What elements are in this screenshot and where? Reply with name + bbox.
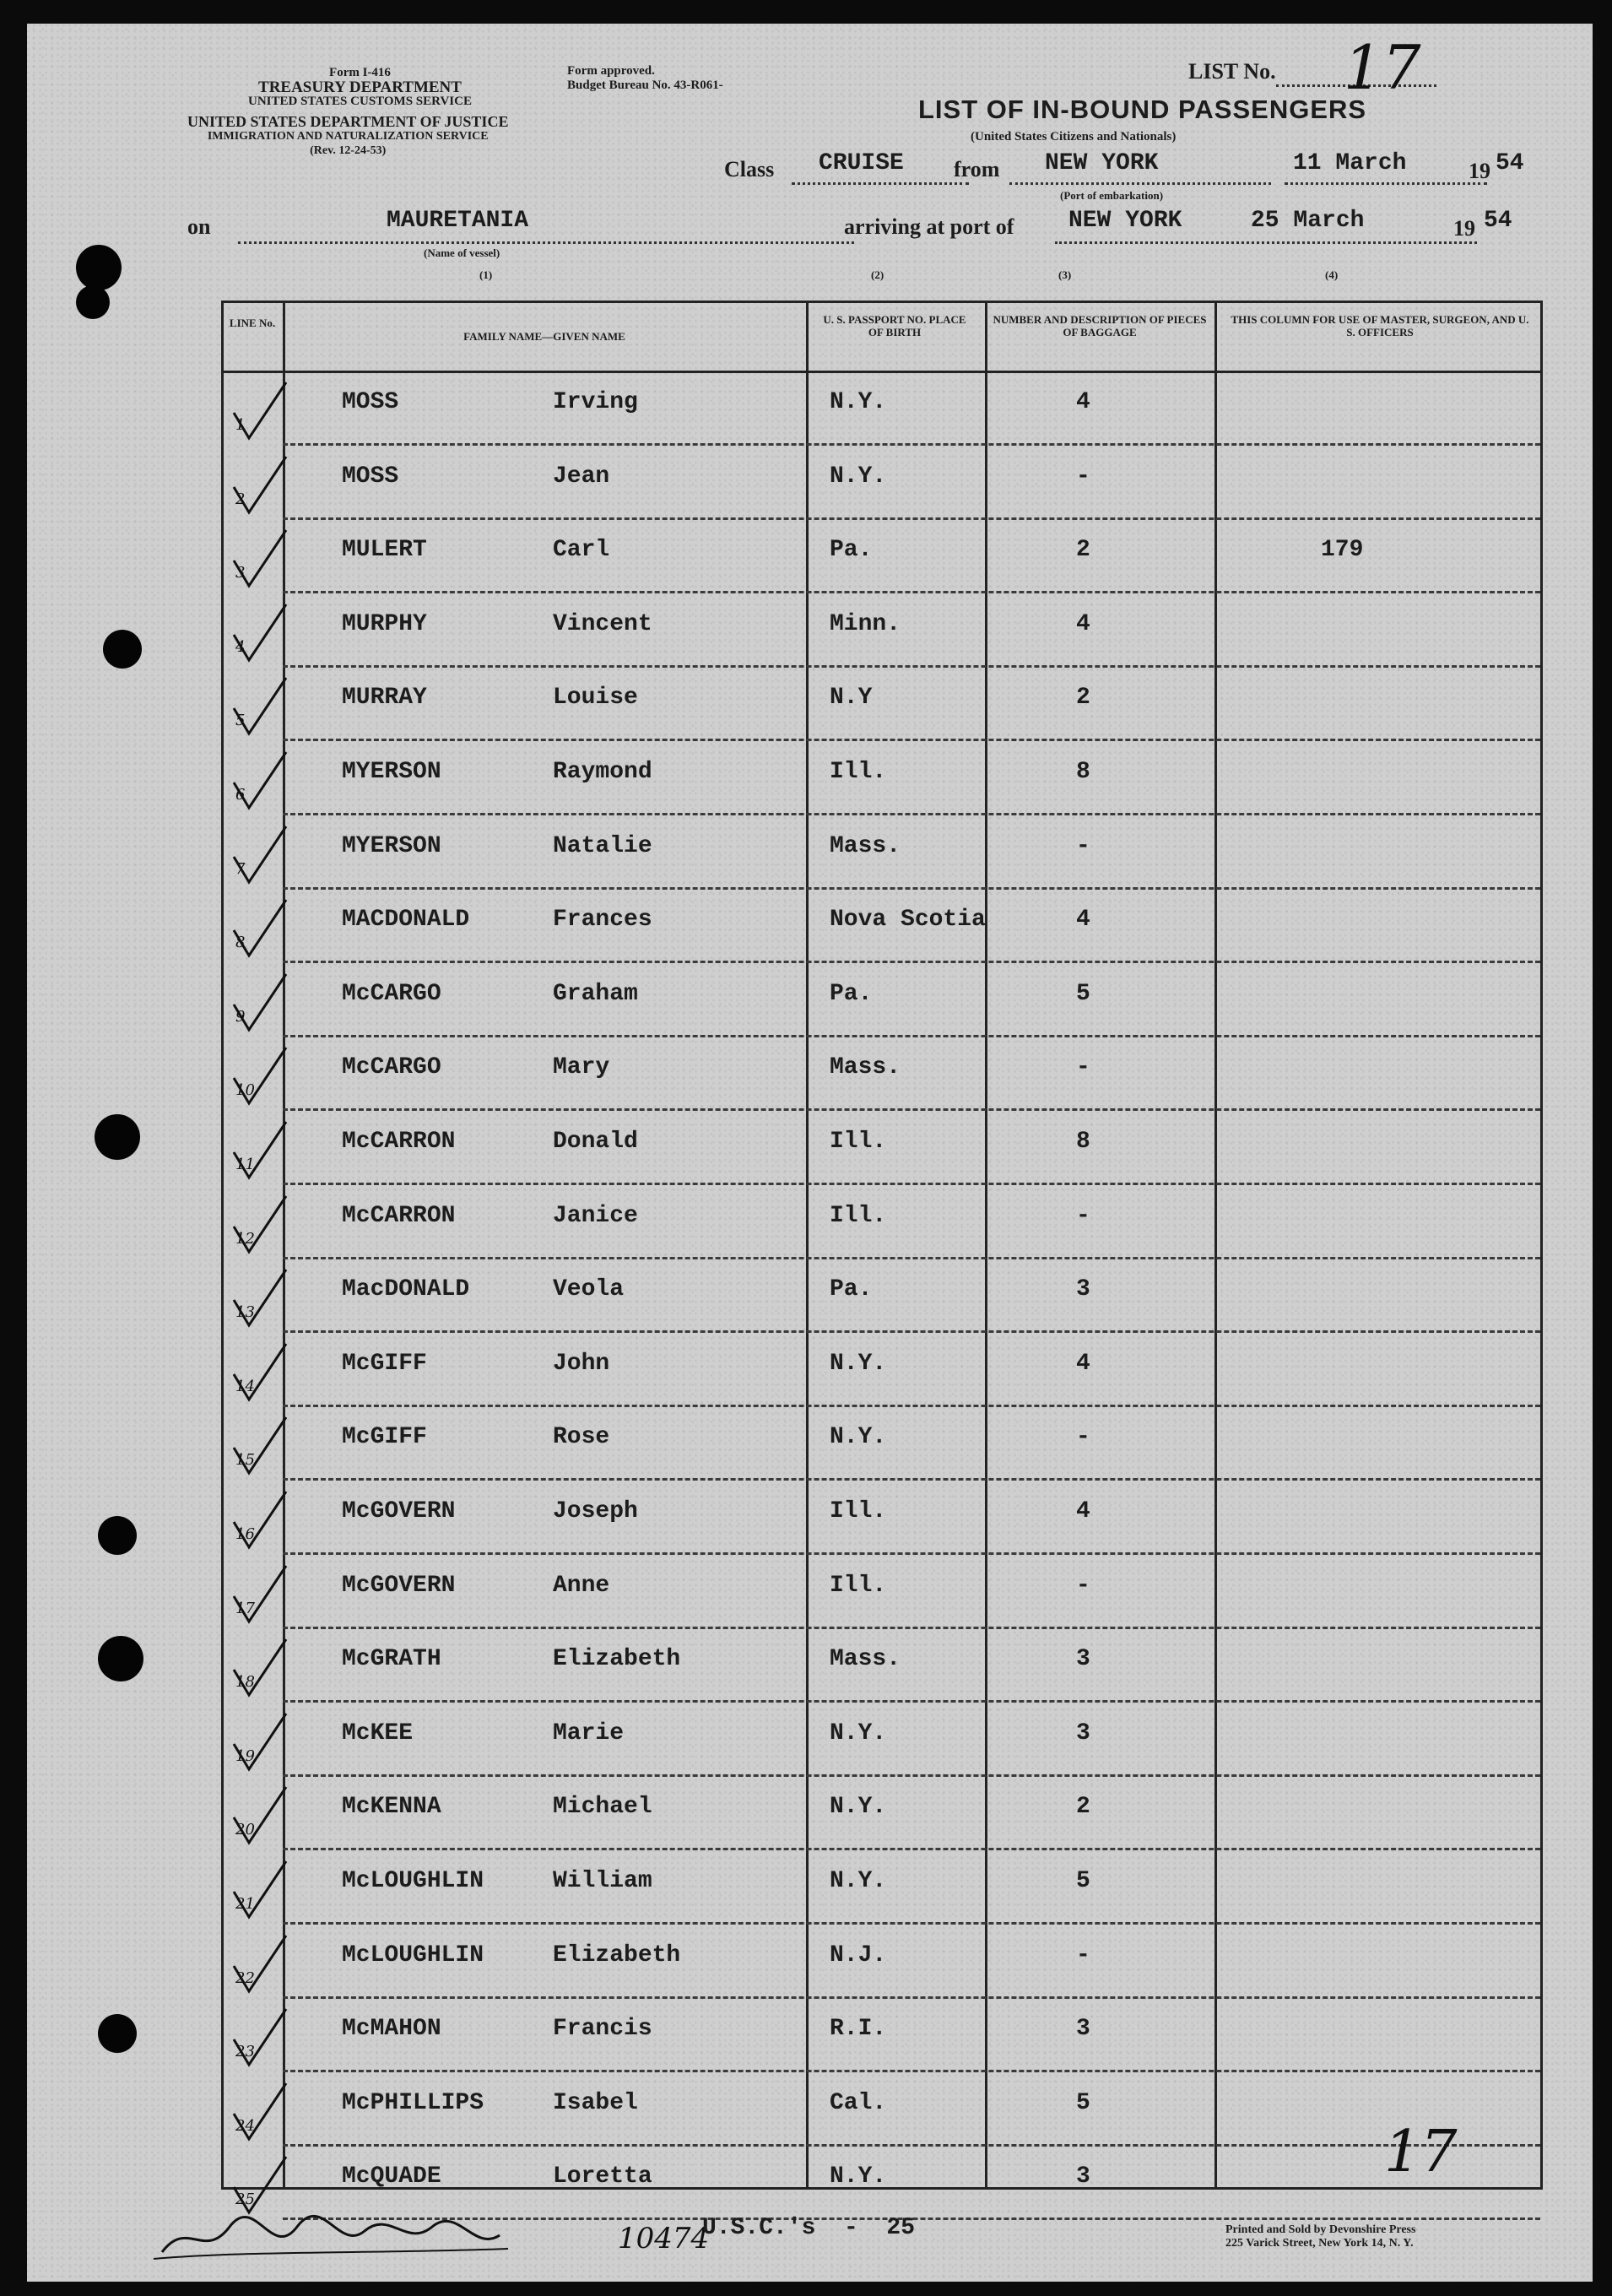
handwritten-signature-number: 10474 — [618, 2222, 710, 2255]
passenger-given-name: Veola — [553, 1276, 625, 1303]
arrival-date: 25 March — [1251, 208, 1365, 234]
vessel-name: MAURETANIA — [387, 208, 529, 234]
place-of-birth: N.Y. — [830, 1868, 887, 1894]
baggage-count: - — [1076, 1424, 1090, 1451]
place-of-birth: Nova Scotia — [830, 907, 986, 934]
class-line — [792, 182, 969, 185]
signature-scribble — [154, 2201, 660, 2269]
punch-hole — [98, 1516, 137, 1555]
passenger-family-name: McPHILLIPS — [342, 2089, 484, 2116]
check-mark-icon — [230, 453, 289, 523]
ins-service: IMMIGRATION AND NATURALIZATION SERVICE — [207, 130, 489, 143]
arrival-year-prefix: 19 — [1453, 216, 1475, 241]
check-mark-icon — [230, 601, 289, 670]
row-rule — [283, 517, 1540, 520]
form-subtitle: (United States Citizens and Nationals) — [971, 130, 1177, 144]
on-label: on — [187, 214, 211, 239]
baggage-count: 2 — [1076, 537, 1090, 564]
passenger-given-name: Michael — [553, 1794, 652, 1821]
class-value: CRUISE — [819, 150, 904, 176]
check-mark-icon — [230, 1414, 289, 1483]
passenger-given-name: Isabel — [553, 2089, 638, 2116]
approval-block — [567, 64, 723, 93]
baggage-count: - — [1076, 1572, 1090, 1599]
check-mark-icon — [230, 1784, 289, 1853]
check-mark-icon — [230, 1118, 289, 1188]
line-number: 7 — [235, 859, 246, 878]
passenger-given-name: William — [553, 1868, 652, 1894]
passenger-family-name: McKENNA — [342, 1794, 441, 1821]
line-number: 23 — [235, 2043, 255, 2061]
line-number: 13 — [235, 1303, 255, 1322]
list-no-value: 17 — [1344, 32, 1421, 103]
row-rule — [283, 2070, 1540, 2072]
class-label: Class — [724, 157, 775, 181]
vessel-line — [238, 241, 854, 244]
passenger-family-name: McMAHON — [342, 2016, 441, 2043]
baggage-count: 4 — [1076, 907, 1090, 934]
place-of-birth: N.Y. — [830, 1350, 887, 1377]
passenger-given-name: Mary — [553, 1054, 610, 1081]
table-row — [224, 1259, 1540, 1333]
passenger-given-name: Donald — [553, 1129, 638, 1155]
summary-count: U.S.C.'s - 25 — [702, 2215, 916, 2241]
row-rule — [283, 887, 1540, 890]
baggage-count: 5 — [1076, 980, 1090, 1007]
check-mark-icon — [230, 1636, 289, 1705]
line-number: 17 — [235, 1599, 255, 1617]
line-number: 10 — [235, 1081, 255, 1100]
passenger-given-name: Marie — [553, 1719, 625, 1746]
line-number: 12 — [235, 1229, 255, 1248]
table-row — [224, 890, 1540, 963]
baggage-count: - — [1076, 1941, 1090, 1968]
passenger-family-name: McGOVERN — [342, 1572, 456, 1599]
table-row — [224, 1851, 1540, 1925]
place-of-birth: Minn. — [830, 610, 901, 637]
baggage-count: 8 — [1076, 759, 1090, 785]
place-of-birth: N.Y. — [830, 1424, 887, 1451]
place-of-birth: N.Y. — [830, 2163, 887, 2190]
baggage-count: 2 — [1076, 1794, 1090, 1821]
place-of-birth: Ill. — [830, 1129, 887, 1155]
passenger-given-name: Irving — [553, 389, 638, 415]
place-of-birth: N.Y. — [830, 1719, 887, 1746]
baggage-count: 4 — [1076, 1498, 1090, 1524]
passenger-given-name: Rose — [553, 1424, 610, 1451]
row-rule — [283, 2144, 1540, 2147]
punch-hole — [98, 2014, 137, 2053]
place-of-birth: N.J. — [830, 1941, 887, 1968]
table-row — [224, 1777, 1540, 1850]
line-number: 19 — [235, 1746, 255, 1765]
table-row — [224, 1629, 1540, 1703]
row-rule — [283, 1996, 1540, 1999]
check-mark-icon — [230, 674, 289, 744]
row-rule — [283, 1035, 1540, 1037]
check-mark-icon — [230, 749, 289, 818]
table-row — [224, 668, 1540, 741]
form-id-block — [248, 66, 472, 109]
check-mark-icon — [230, 2080, 289, 2149]
passenger-given-name: Natalie — [553, 832, 652, 859]
arriving-label: arriving at port of — [844, 214, 1014, 239]
place-of-birth: Mass. — [830, 1646, 901, 1673]
table-row — [224, 1037, 1540, 1111]
row-rule — [283, 1478, 1540, 1481]
passenger-family-name: MOSS — [342, 463, 399, 490]
justice-dept: UNITED STATES DEPARTMENT OF JUSTICE — [187, 113, 509, 130]
passenger-family-name: McCARGO — [342, 1054, 441, 1081]
passenger-given-name: Graham — [553, 980, 638, 1007]
table-row — [224, 2073, 1540, 2147]
row-rule — [283, 1922, 1540, 1925]
revision-date: (Rev. 12-24-53) — [310, 144, 387, 157]
printer-line-2: 225 Varick Street, New York 14, N. Y. — [1225, 2237, 1414, 2250]
line-number: 14 — [235, 1377, 255, 1395]
row-rule — [283, 1552, 1540, 1555]
passenger-family-name: McLOUGHLIN — [342, 1941, 484, 1968]
place-of-birth: N.Y — [830, 685, 873, 712]
arrival-line — [1055, 241, 1477, 244]
header-line-no: LINE No. — [229, 317, 276, 329]
row-rule — [283, 1183, 1540, 1185]
departure-date: 11 March — [1293, 150, 1407, 176]
row-rule — [283, 443, 1540, 446]
table-row — [224, 742, 1540, 815]
baggage-count: 5 — [1076, 1868, 1090, 1894]
form-title: LIST OF IN-BOUND PASSENGERS — [918, 95, 1367, 124]
check-mark-icon — [230, 823, 289, 892]
passenger-given-name: Janice — [553, 1202, 638, 1229]
check-mark-icon — [230, 1488, 289, 1557]
passenger-family-name: McGRATH — [342, 1646, 441, 1673]
arrival-year-suffix: 54 — [1484, 208, 1512, 234]
check-mark-icon — [230, 527, 289, 596]
customs-service: UNITED STATES CUSTOMS SERVICE — [248, 95, 472, 108]
passenger-family-name: McQUADE — [342, 2163, 441, 2190]
passenger-family-name: MacDONALD — [342, 1276, 470, 1303]
passenger-family-name: MYERSON — [342, 759, 441, 785]
table-row — [224, 816, 1540, 890]
check-mark-icon — [230, 1266, 289, 1335]
line-number: 9 — [235, 1007, 246, 1026]
justice-dept-block — [187, 115, 508, 158]
table-row — [224, 447, 1540, 520]
line-number: 21 — [235, 1895, 255, 1913]
departure-year-prefix: 19 — [1469, 159, 1490, 183]
line-number: 22 — [235, 1968, 255, 1987]
row-rule — [283, 1627, 1540, 1629]
line-number: 8 — [235, 934, 246, 952]
budget-bureau: Budget Bureau No. 43-R061- — [567, 79, 723, 92]
punch-hole — [95, 1114, 140, 1160]
line-number: 4 — [235, 637, 246, 656]
table-row — [224, 372, 1540, 446]
table-row — [224, 1334, 1540, 1407]
line-number: 18 — [235, 1673, 255, 1692]
table-row — [224, 594, 1540, 668]
form-approved: Form approved. — [567, 64, 655, 78]
col-ref-3: (3) — [1058, 268, 1072, 281]
from-caption: (Port of embarkation) — [1060, 189, 1164, 202]
check-mark-icon — [230, 1193, 289, 1262]
table-row — [224, 520, 1540, 593]
passenger-given-name: Jean — [553, 463, 610, 490]
passenger-family-name: MURPHY — [342, 610, 427, 637]
baggage-count: - — [1076, 832, 1090, 859]
passenger-given-name: Vincent — [553, 610, 652, 637]
list-no-label: LIST No. — [1188, 59, 1276, 84]
baggage-count: 2 — [1076, 685, 1090, 712]
col-ref-2: (2) — [871, 268, 884, 281]
check-mark-icon — [230, 896, 289, 966]
baggage-count: 3 — [1076, 1646, 1090, 1673]
row-rule — [283, 591, 1540, 593]
from-line — [1009, 182, 1271, 185]
punch-hole — [103, 630, 142, 669]
baggage-count: - — [1076, 1202, 1090, 1229]
printer-line-1: Printed and Sold by Devonshire Press — [1225, 2223, 1416, 2236]
passenger-family-name: McKEE — [342, 1719, 414, 1746]
check-mark-icon — [230, 1340, 289, 1410]
passenger-family-name: McCARGO — [342, 980, 441, 1007]
passenger-given-name: Elizabeth — [553, 1646, 681, 1673]
table-row — [224, 964, 1540, 1037]
passenger-family-name: McGIFF — [342, 1424, 427, 1451]
place-of-birth: Pa. — [830, 1276, 873, 1303]
place-of-birth: N.Y. — [830, 1794, 887, 1821]
line-number: 16 — [235, 1525, 255, 1543]
punch-hole — [76, 245, 122, 290]
passenger-given-name: Loretta — [553, 2163, 652, 2190]
line-number: 15 — [235, 1451, 255, 1470]
check-mark-icon — [230, 1710, 289, 1779]
baggage-count: 3 — [1076, 1276, 1090, 1303]
passenger-given-name: Anne — [553, 1572, 610, 1599]
from-label: from — [954, 157, 1000, 181]
punch-hole — [98, 1636, 143, 1681]
table-row — [224, 1186, 1540, 1259]
passenger-family-name: McLOUGHLIN — [342, 1868, 484, 1894]
line-number: 20 — [235, 1821, 255, 1839]
document-page — [27, 24, 1593, 2282]
passenger-family-name: McCARRON — [342, 1202, 456, 1229]
passenger-given-name: Carl — [553, 537, 610, 564]
place-of-birth: N.Y. — [830, 389, 887, 415]
from-value: NEW YORK — [1045, 150, 1159, 176]
place-of-birth: N.Y. — [830, 463, 887, 490]
line-number: 11 — [235, 1156, 255, 1173]
header-name: FAMILY NAME—GIVEN NAME — [463, 330, 625, 343]
table-row — [224, 1556, 1540, 1629]
passenger-given-name: Elizabeth — [553, 1941, 681, 1968]
baggage-count: 4 — [1076, 1350, 1090, 1377]
line-number: 25 — [235, 2190, 255, 2209]
place-of-birth: Ill. — [830, 1202, 887, 1229]
check-mark-icon — [230, 1044, 289, 1113]
passenger-given-name: Joseph — [553, 1498, 638, 1524]
printer-credit — [1225, 2223, 1415, 2250]
passenger-family-name: McGOVERN — [342, 1498, 456, 1524]
table-row — [224, 1999, 1540, 2072]
row-rule — [283, 1257, 1540, 1259]
passenger-family-name: MACDONALD — [342, 907, 470, 934]
check-mark-icon — [230, 1562, 289, 1632]
table-row — [224, 1112, 1540, 1185]
check-mark-icon — [230, 2006, 289, 2075]
check-mark-icon — [230, 971, 289, 1040]
passenger-family-name: MOSS — [342, 389, 399, 415]
row-rule — [283, 961, 1540, 963]
departure-date-line — [1285, 182, 1487, 185]
line-number: 6 — [235, 786, 246, 804]
passenger-given-name: John — [553, 1350, 610, 1377]
treasury-dept: TREASURY DEPARTMENT — [258, 79, 462, 96]
row-rule — [283, 665, 1540, 668]
punch-hole — [76, 285, 110, 319]
passenger-family-name: McGIFF — [342, 1350, 427, 1377]
row-rule — [283, 1774, 1540, 1777]
line-number: 24 — [235, 2116, 255, 2135]
place-of-birth: Pa. — [830, 537, 873, 564]
passenger-family-name: MULERT — [342, 537, 427, 564]
handwritten-total: 17 — [1384, 2119, 1458, 2185]
baggage-count: 3 — [1076, 2163, 1090, 2190]
passenger-given-name: Frances — [553, 907, 652, 934]
table-row — [224, 1407, 1540, 1481]
line-number: 1 — [235, 416, 246, 434]
baggage-count: 4 — [1076, 389, 1090, 415]
row-rule — [283, 1330, 1540, 1333]
passenger-family-name: MURRAY — [342, 685, 427, 712]
baggage-count: - — [1076, 463, 1090, 490]
place-of-birth: Ill. — [830, 1498, 887, 1524]
check-mark-icon — [230, 379, 289, 448]
table-row — [224, 1703, 1540, 1777]
place-of-birth: Mass. — [830, 832, 901, 859]
col-ref-1: (1) — [479, 268, 493, 281]
row-rule — [283, 1108, 1540, 1111]
table-row — [224, 1481, 1540, 1555]
col-ref-4: (4) — [1325, 268, 1339, 281]
header-baggage: NUMBER AND DESCRIPTION OF PIECES OF BAGGAGE — [993, 313, 1207, 338]
passenger-family-name: McCARRON — [342, 1129, 456, 1155]
passenger-given-name: Raymond — [553, 759, 652, 785]
officer-note: 179 — [1321, 537, 1364, 564]
line-number: 2 — [235, 490, 246, 508]
passenger-given-name: Francis — [553, 2016, 652, 2043]
vessel-caption: (Name of vessel) — [424, 246, 500, 259]
baggage-count: 8 — [1076, 1129, 1090, 1155]
form-number: Form I-416 — [329, 66, 391, 79]
place-of-birth: R.I. — [830, 2016, 887, 2043]
place-of-birth: Cal. — [830, 2089, 887, 2116]
baggage-count: 5 — [1076, 2089, 1090, 2116]
baggage-count: 3 — [1076, 2016, 1090, 2043]
passenger-table — [221, 301, 1543, 2209]
passenger-family-name: MYERSON — [342, 832, 441, 859]
check-mark-icon — [230, 1858, 289, 1927]
row-rule — [283, 1700, 1540, 1703]
check-mark-icon — [230, 1932, 289, 2001]
line-number: 3 — [235, 564, 246, 582]
arrival-port: NEW YORK — [1068, 208, 1182, 234]
place-of-birth: Ill. — [830, 759, 887, 785]
passenger-given-name: Louise — [553, 685, 638, 712]
header-passport: U. S. PASSPORT NO. PLACE OF BIRTH — [823, 313, 966, 338]
row-rule — [283, 813, 1540, 815]
header-officers: THIS COLUMN FOR USE OF MASTER, SURGEON, AND U. S. OFFICERS — [1231, 313, 1529, 338]
baggage-count: - — [1076, 1054, 1090, 1081]
baggage-count: 4 — [1076, 610, 1090, 637]
table-row — [224, 1925, 1540, 1999]
line-number: 5 — [235, 712, 246, 730]
row-rule — [283, 1848, 1540, 1850]
row-rule — [283, 1405, 1540, 1407]
place-of-birth: Ill. — [830, 1572, 887, 1599]
baggage-count: 3 — [1076, 1719, 1090, 1746]
departure-year-suffix: 54 — [1496, 150, 1524, 176]
place-of-birth: Pa. — [830, 980, 873, 1007]
row-rule — [283, 739, 1540, 741]
place-of-birth: Mass. — [830, 1054, 901, 1081]
